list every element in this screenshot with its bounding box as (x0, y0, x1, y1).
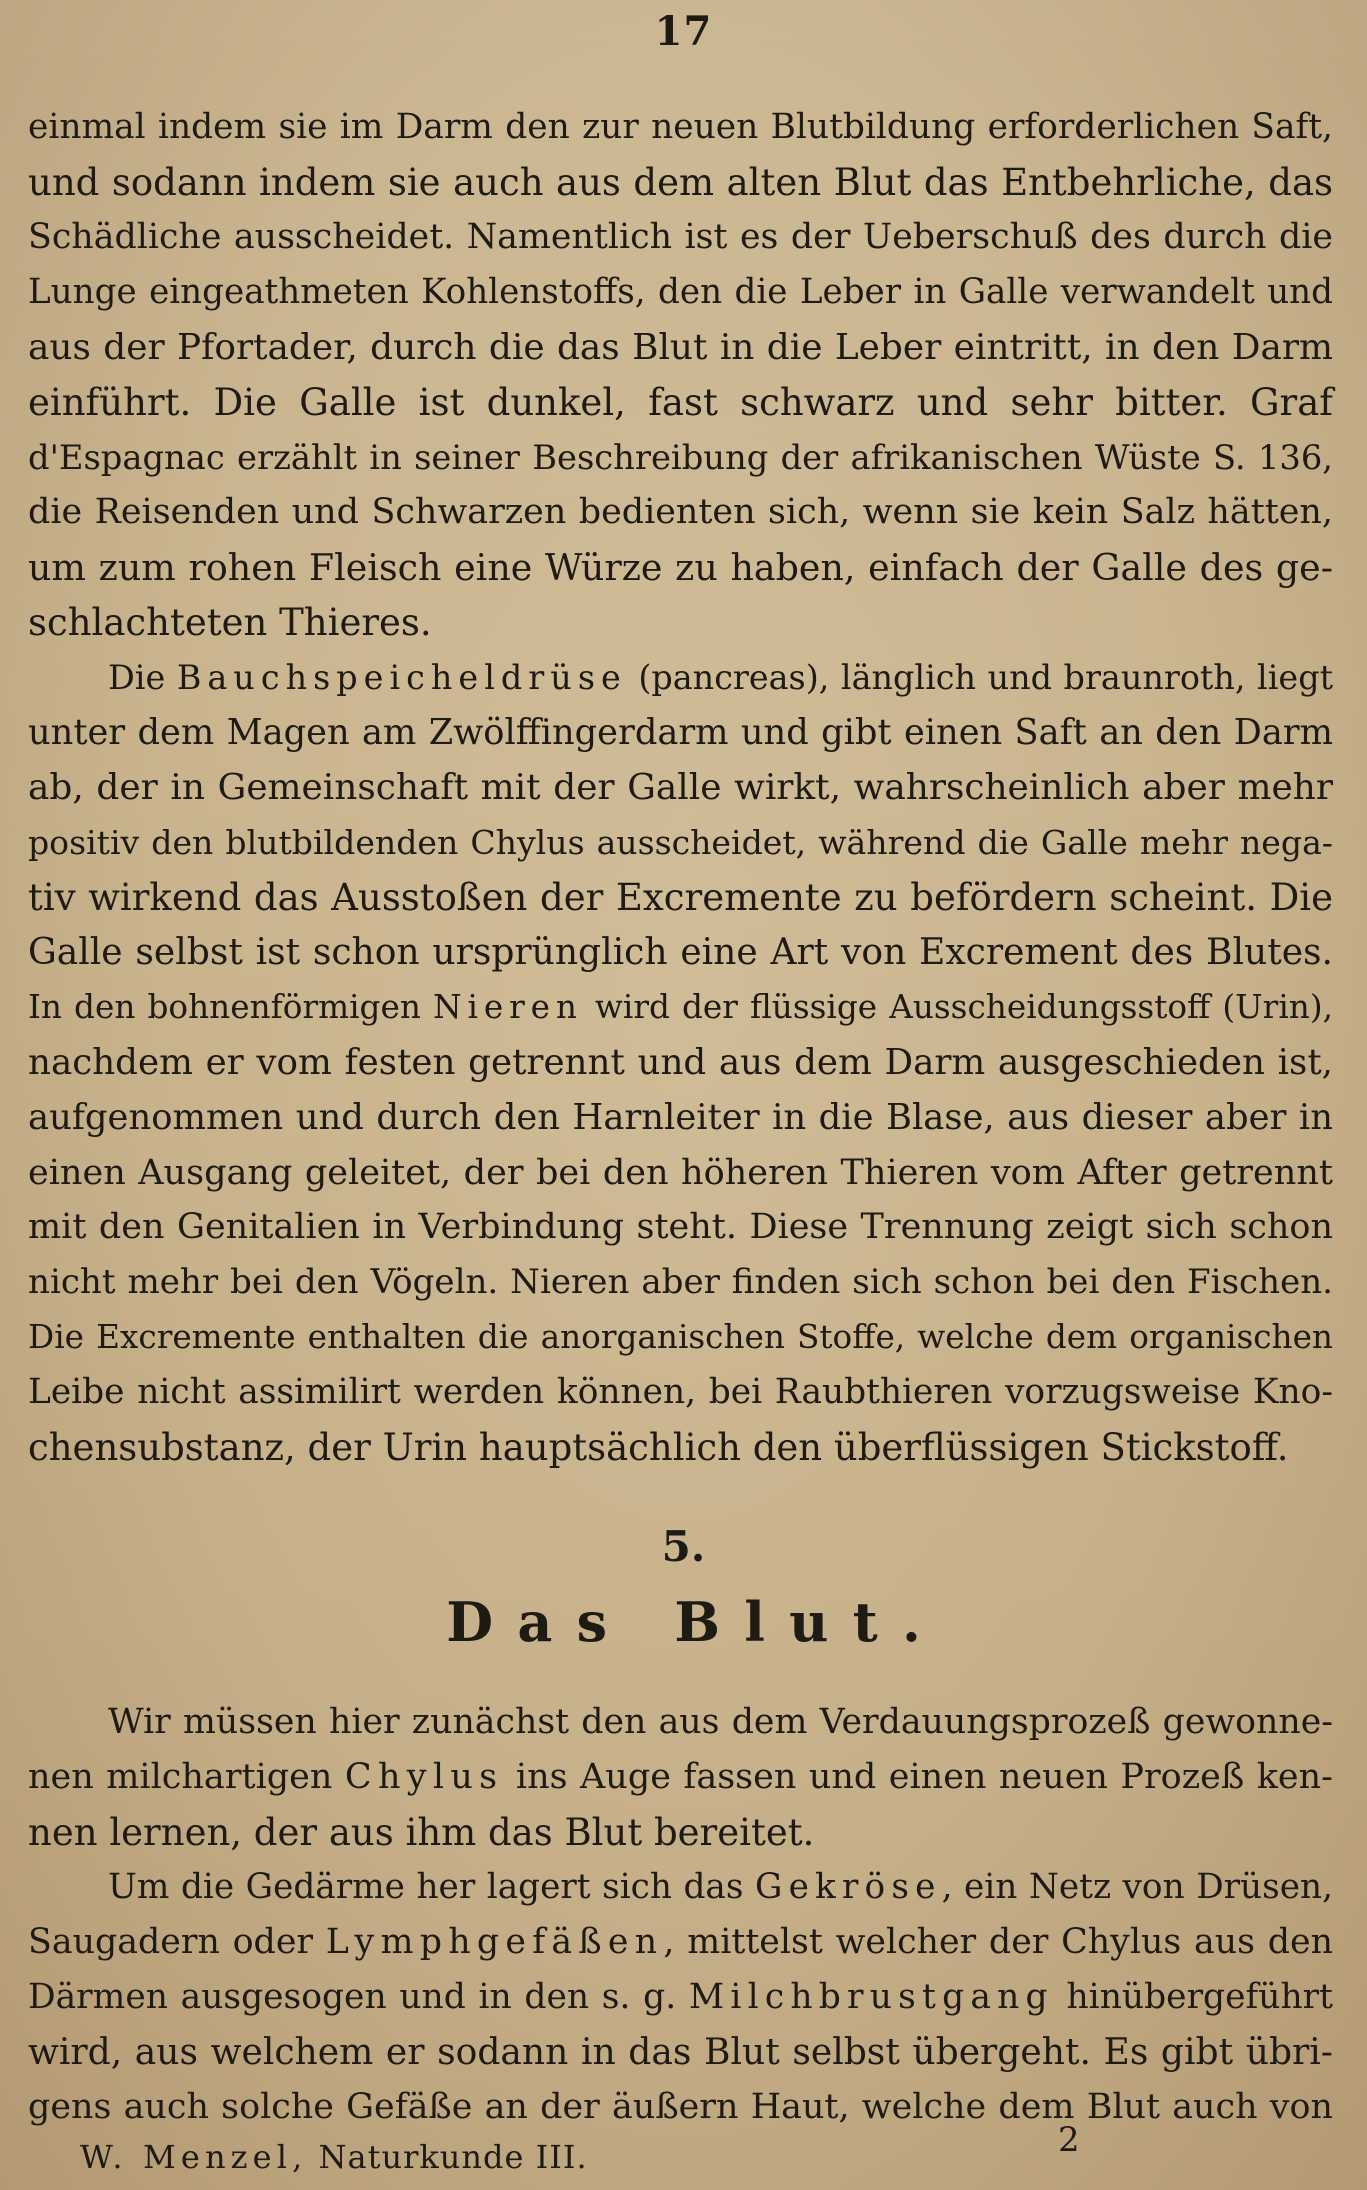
text-line: Die Excremente enthalten die anorganischen Stoffe, welche dem organischen (28, 1318, 1333, 1356)
text-line: schlachteten Thieres. (28, 601, 432, 644)
text-line: Saugadern oder Lymphgefäßen, mittelst welcher der Chylus aus den (28, 1922, 1333, 1962)
text-line: mit den Genitalien in Verbindung steht. Diese Trennung zeigt sich schon (28, 1207, 1333, 1247)
text-line: positiv den blutbildenden Chylus ausscheidet, während die Galle mehr nega- (28, 823, 1333, 862)
paragraph-chylus (28, 1695, 1333, 1860)
text-line: aus der Pfortader, durch die das Blut in die Leber eintritt, in den Darm (28, 327, 1333, 368)
page-number: 17 (654, 8, 713, 55)
paragraph-gekroese (28, 1860, 1333, 2135)
term-gekroese: Gekröse (755, 1867, 942, 1907)
term-nieren: Nieren (432, 988, 583, 1026)
text-line: aufgenommen und durch den Harnleiter in die Blase, aus dieser aber in (28, 1097, 1333, 1138)
text-line: einen Ausgang geleitet, der bei den höheren Thieren vom After getrennt (28, 1152, 1333, 1193)
text-line: Schädliche ausscheidet. Namentlich ist es der Ueberschuß des durch die (28, 217, 1333, 257)
text-line: Leibe nicht assimilirt werden können, bei Raubthieren vorzugsweise Kno- (28, 1372, 1333, 1412)
text-line: nicht mehr bei den Vögeln. Nieren aber finden sich schon bei den Fischen. (28, 1262, 1333, 1302)
text-line: gens auch solche Gefäße an der äußern Haut, welche dem Blut auch von (28, 2087, 1333, 2127)
text-line: einmal indem sie im Darm den zur neuen Blutbildung erforderlichen Saft, (28, 107, 1333, 147)
term-lymphgefaesse: Lymphgefäßen (325, 1922, 664, 1962)
term-milchbrustgang: Milchbrustgang (688, 1977, 1054, 2017)
footer-book-title: Naturkunde III. (318, 2138, 588, 2176)
text-line: unter dem Magen am Zwölffingerdarm und gibt einen Saft an den Darm (28, 712, 1333, 753)
text-line: d'Espagnac erzählt in seiner Beschreibung der afrikanischen Wüste S. 136, (28, 438, 1333, 477)
text-line: Galle selbst ist schon ursprünglich eine Art von Excrement des Blutes. (28, 932, 1333, 973)
text-line: Um die Gedärme her lagert sich das Gekröse, ein Netz von Drüsen, (108, 1867, 1333, 1907)
text-line: chensubstanz, der Urin hauptsächlich den überflüssigen Stickstoff. (28, 1426, 1289, 1469)
term-bauchspeicheldruese: Bauchspeicheldrüse (176, 658, 627, 697)
text-line: nen milchartigen Chylus ins Auge fassen und einen neuen Prozeß ken- (28, 1757, 1333, 1797)
text-line: Därmen ausgesogen und in den s. g. Milchbrustgang hinübergeführt (28, 1977, 1333, 2017)
text-line: wird, aus welchem er sodann in das Blut selbst übergeht. Es gibt übri- (28, 2031, 1333, 2073)
text-line: Lunge eingeathmeten Kohlenstoffs, den die Leber in Galle verwandelt und (28, 272, 1333, 312)
text-line: Die Bauchspeicheldrüse (pancreas), länglich und braunroth, liegt (108, 658, 1334, 697)
text-line: nachdem er vom festen getrennt und aus dem Darm ausgeschieden ist, (28, 1042, 1333, 1083)
footer-author: W. Menzel, (80, 2138, 308, 2176)
text-line: Wir müssen hier zunächst den aus dem Verdauungsprozeß gewonne- (108, 1702, 1333, 1742)
section-number: 5. (661, 1522, 706, 1571)
text-line: und sodann indem sie auch aus dem alten Blut das Entbehrliche, das (28, 161, 1333, 204)
footer-imprint (80, 2138, 588, 2176)
text-line: tiv wirkend das Ausstoßen der Excremente zu befördern scheint. Die (28, 876, 1333, 919)
text-line: nen lernen, der aus ihm das Blut bereitet. (28, 1811, 815, 1854)
text-line: ab, der in Gemeinschaft mit der Galle wirkt, wahrscheinlich aber mehr (28, 767, 1333, 808)
text-line: einführt. Die Galle ist dunkel, fast schwarz und sehr bitter. Graf (28, 381, 1333, 424)
text-line: In den bohnenförmigen Nieren wird der flüssige Ausscheidungsstoff (Urin), (28, 988, 1333, 1026)
section-title: Das Blut. (446, 1590, 946, 1654)
term-chylus: Chylus (344, 1757, 504, 1797)
text-line: die Reisenden und Schwarzen bedienten sich, wenn sie kein Salz hätten, (28, 492, 1333, 532)
paragraph-continuation (28, 100, 1333, 650)
text-line: um zum rohen Fleisch eine Würze zu haben, einfach der Galle des ge- (28, 546, 1333, 589)
paragraph-pancreas (28, 650, 1333, 1475)
signature-mark: 2 (1058, 2120, 1080, 2160)
